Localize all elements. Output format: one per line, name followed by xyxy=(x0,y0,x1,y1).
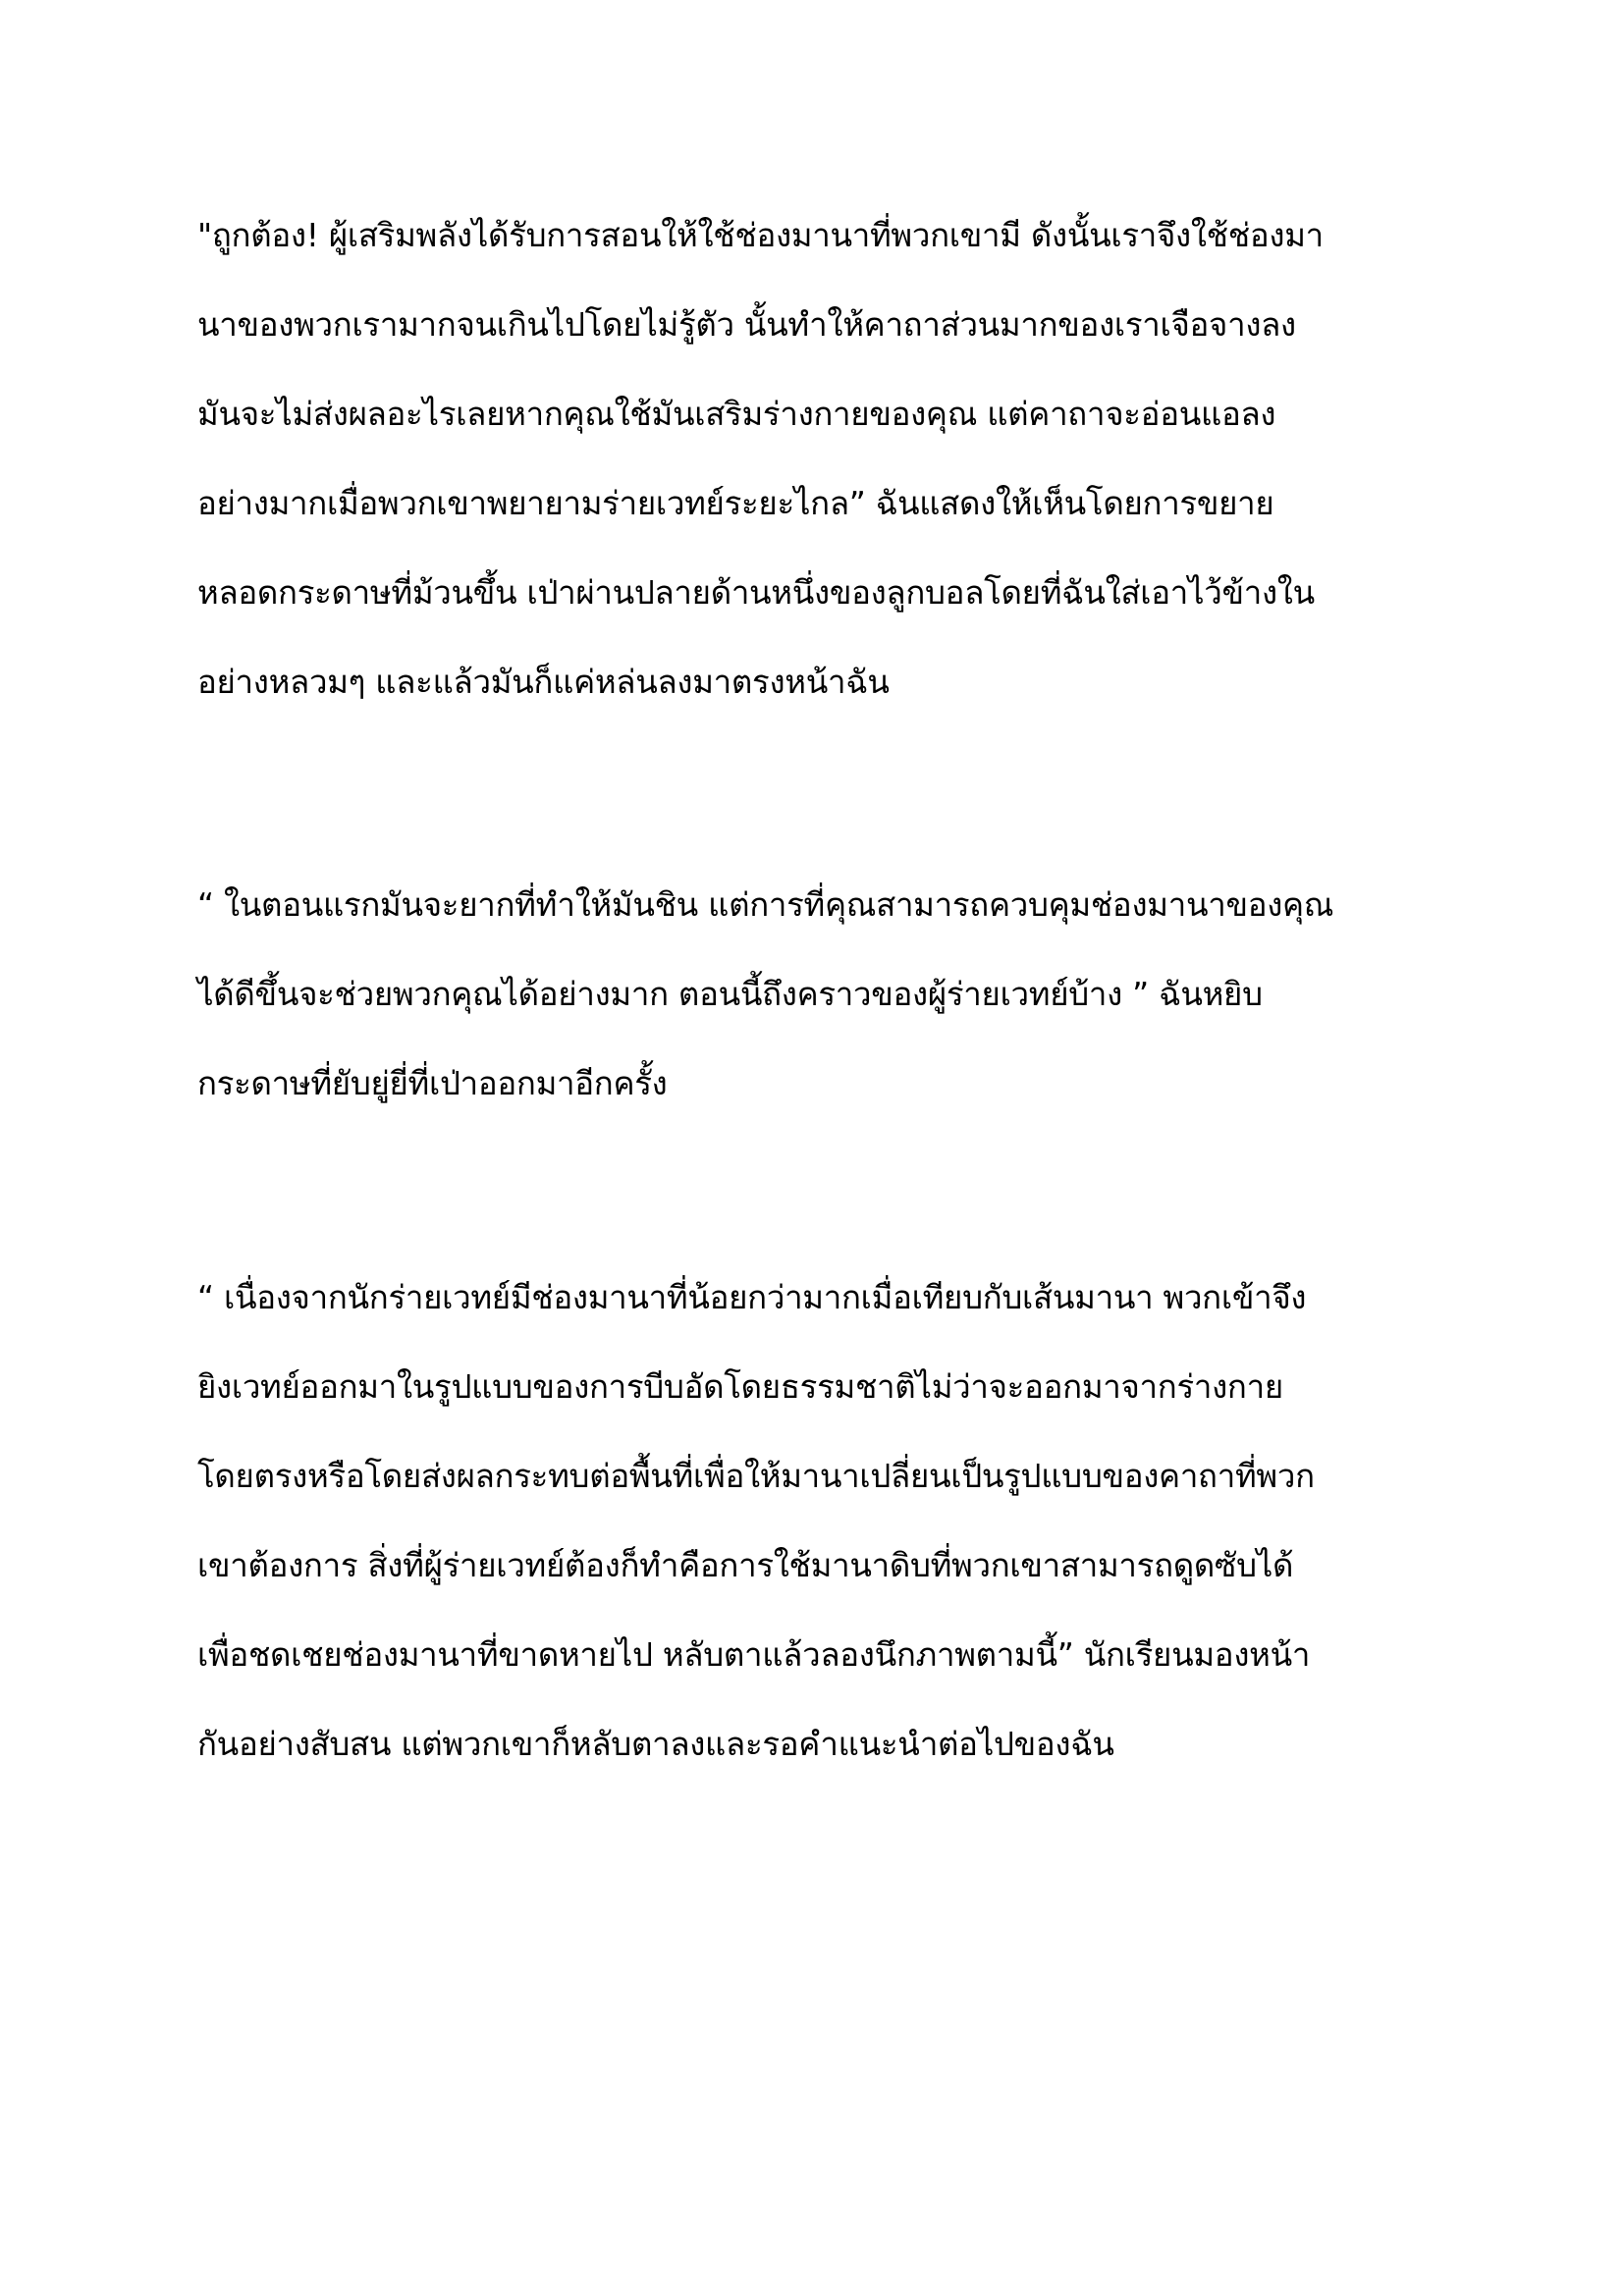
text-line: อย่างมากเมื่อพวกเขาพยายามร่ายเวทย์ระยะไกล” ฉันแสดงให้เห็นโดยการขยาย xyxy=(197,484,1274,522)
text-line: ได้ดีขึ้นจะช่วยพวกคุณได้อย่างมาก ตอนนี้ถึงคราวของผู้ร่ายเวทย์บ้าง ” ฉันหยิบ xyxy=(197,975,1263,1013)
text-line: ยิงเวทย์ออกมาในรูปแบบของการบีบอัดโดยธรรมชาติไม่ว่าจะออกมาจากร่างกาย xyxy=(197,1367,1283,1406)
text-line: กันอย่างสับสน แต่พวกเขาก็หลับตาลงและรอคำแนะนำต่อไปของฉัน xyxy=(197,1725,1114,1763)
text-line: มันจะไม่ส่งผลอะไรเลยหากคุณใช้มันเสริมร่างกายของคุณ แต่คาถาจะอ่อนแอลง xyxy=(197,395,1276,433)
text-line: นาของพวกเรามากจนเกินไปโดยไม่รู้ตัว นั้นทำให้คาถาส่วนมากของเราเจือจางลง xyxy=(197,305,1296,344)
text-line: “ ในตอนแรกมันจะยากที่ทำให้มันชิน แต่การที่คุณสามารถควบคุมช่องมานาของคุณ xyxy=(197,885,1334,924)
text-line: เพื่อชดเชยช่องมานาที่ขาดหายไป หลับตาแล้วลองนึกภาพตามนี้” นักเรียนมองหน้า xyxy=(197,1635,1311,1674)
text-line: “ เนื่องจากนักร่ายเวทย์มีช่องมานาที่น้อยกว่ามากเมื่อเทียบกับเส้นมานา พวกเข้าจึง xyxy=(197,1278,1307,1316)
text-line: โดยตรงหรือโดยส่งผลกระทบต่อพื้นที่เพื่อให้มานาเปลี่ยนเป็นรูปแบบของคาถาที่พวก xyxy=(197,1457,1315,1495)
text-line: อย่างหลวมๆ และแล้วมันก็แค่หล่นลงมาตรงหน้าฉัน xyxy=(197,663,890,701)
text-line: "ถูกต้อง! ผู้เสริมพลังได้รับการสอนให้ใช้ช่องมานาที่พวกเขามี ดังนั้นเราจึงใช้ช่องมา xyxy=(197,216,1324,254)
paragraph-1 xyxy=(197,190,1464,726)
paragraph-3 xyxy=(197,1253,1464,1789)
text-line: กระดาษที่ยับยู่ยี่ที่เป่าออกมาอีกครั้ง xyxy=(197,1064,668,1102)
text-line: หลอดกระดาษที่ม้วนขึ้น เป่าผ่านปลายด้านหนึ่งของลูกบอลโดยที่ฉันใส่เอาไว้ข้างใน xyxy=(197,573,1315,612)
text-line: เขาต้องการ สิ่งที่ผู้ร่ายเวทย์ต้องก็ทำคือการใช้มานาดิบที่พวกเขาสามารถดูดซับได้ xyxy=(197,1546,1294,1584)
paragraph-2 xyxy=(197,860,1464,1128)
